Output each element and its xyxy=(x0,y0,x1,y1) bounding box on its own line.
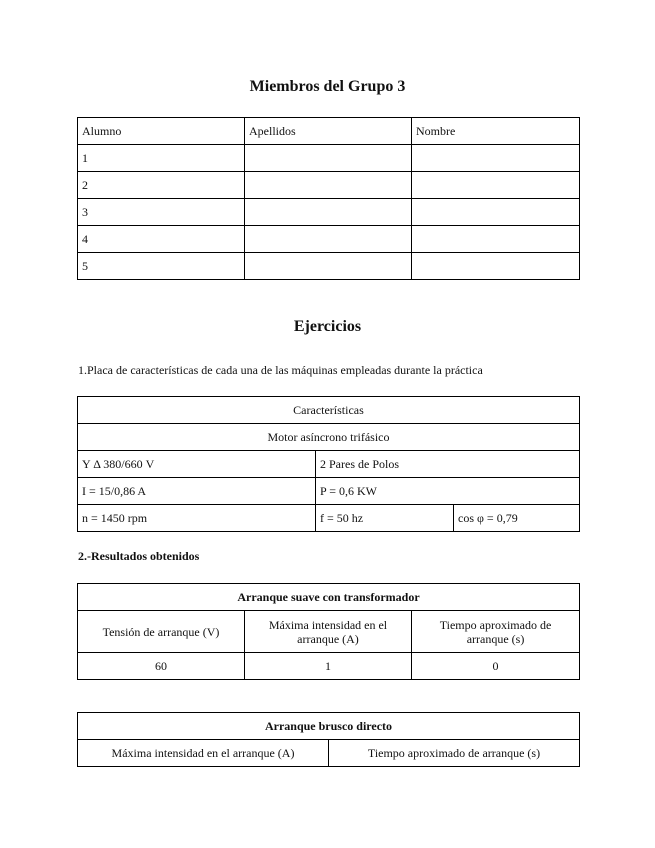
nombre-cell[interactable] xyxy=(412,253,580,280)
nameplate-table xyxy=(77,396,580,532)
table-row xyxy=(78,199,580,226)
direct-start-header-current: Máxima intensidad en el arranque (A) xyxy=(78,740,329,767)
header-alumno: Alumno xyxy=(78,118,245,145)
soft-start-header-voltage: Tensión de arranque (V) xyxy=(78,611,245,653)
apellidos-cell[interactable] xyxy=(245,226,412,253)
soft-start-current-value: 1 xyxy=(245,653,412,680)
alumno-number: 1 xyxy=(78,145,245,172)
direct-start-title: Arranque brusco directo xyxy=(78,713,580,740)
table-row xyxy=(78,145,580,172)
alumno-number: 4 xyxy=(78,226,245,253)
table-row xyxy=(78,172,580,199)
apellidos-cell[interactable] xyxy=(245,253,412,280)
alumno-number: 5 xyxy=(78,253,245,280)
direct-start-table xyxy=(77,712,580,767)
apellidos-cell[interactable] xyxy=(245,172,412,199)
group-title: Miembros del Grupo 3 xyxy=(249,78,406,95)
nameplate-header: Características xyxy=(78,397,580,424)
frequency-cell: f = 50 hz xyxy=(316,505,454,532)
poles-cell: 2 Pares de Polos xyxy=(316,451,580,478)
speed-cell: n = 1450 rpm xyxy=(78,505,316,532)
question-2: 2.-Resultados obtenidos xyxy=(78,549,200,563)
cosphi-cell: cos φ = 0,79 xyxy=(454,505,580,532)
voltage-cell: Y Δ 380/660 V xyxy=(78,451,316,478)
header-apellidos: Apellidos xyxy=(245,118,412,145)
soft-start-table xyxy=(77,583,580,680)
apellidos-cell[interactable] xyxy=(245,199,412,226)
question-1: 1.Placa de características de cada una de las máquinas empleadas durante la práctica xyxy=(78,363,483,377)
apellidos-cell[interactable] xyxy=(245,145,412,172)
soft-start-title: Arranque suave con transformador xyxy=(78,584,580,611)
alumno-number: 2 xyxy=(78,172,245,199)
soft-start-time-value: 0 xyxy=(412,653,580,680)
soft-start-header-time: Tiempo aproximado de arranque (s) xyxy=(412,611,580,653)
nombre-cell[interactable] xyxy=(412,226,580,253)
nombre-cell[interactable] xyxy=(412,145,580,172)
soft-start-voltage-value: 60 xyxy=(78,653,245,680)
table-row xyxy=(78,253,580,280)
nombre-cell[interactable] xyxy=(412,199,580,226)
soft-start-header-current: Máxima intensidad en el arranque (A) xyxy=(245,611,412,653)
direct-start-header-time: Tiempo aproximado de arranque (s) xyxy=(329,740,580,767)
exercises-title: Ejercicios xyxy=(293,318,362,335)
nameplate-subheader: Motor asíncrono trifásico xyxy=(78,424,580,451)
header-nombre: Nombre xyxy=(412,118,580,145)
nombre-cell[interactable] xyxy=(412,172,580,199)
members-header-row xyxy=(78,118,580,145)
alumno-number: 3 xyxy=(78,199,245,226)
power-cell: P = 0,6 KW xyxy=(316,478,580,505)
current-cell: I = 15/0,86 A xyxy=(78,478,316,505)
members-table xyxy=(77,117,580,280)
table-row xyxy=(78,226,580,253)
